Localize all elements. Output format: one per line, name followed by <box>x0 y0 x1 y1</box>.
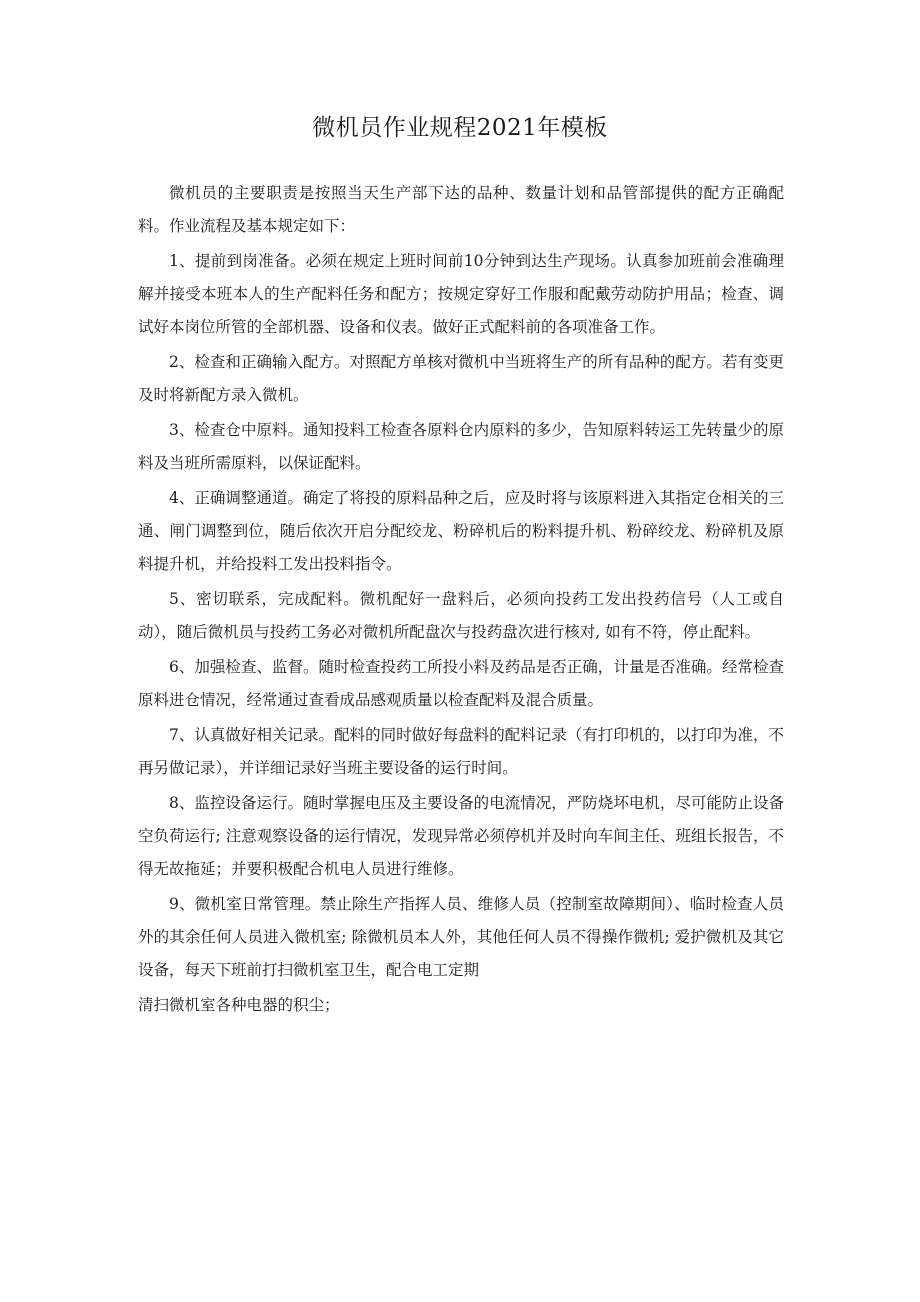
paragraph-9-continued: 清扫微机室各种电器的积尘； <box>138 996 340 1014</box>
document-body <box>138 177 784 1024</box>
paragraph-3: 3、检查仓中原料。通知投料工检查各原料仓内原料的多少，告知原料转运工先转量少的原料及当班所需原料，以保证配料。 <box>138 421 784 472</box>
paragraph-5: 5、密切联系，完成配料。微机配好一盘料后，必须向投药工发出投药信号（人工或自动），随后微机员与投药工务必对微机所配盘次与投药盘次进行核对, 如有不符，停止配料。 <box>138 590 784 641</box>
document-title: 微机员作业规程2021年模板 <box>312 115 608 141</box>
paragraph-8: 8、监控设备运行。随时掌握电压及主要设备的电流情况，严防烧坏电机，尽可能防止设备空负荷运行; 注意观察设备的运行情况，发现异常必须停机并及时向车间主任、班组长报告，不得无故拖延；并要积极配合机电人员进行维修。 <box>138 794 784 878</box>
paragraph-7: 7、认真做好相关记录。配料的同时做好每盘料的配料记录（有打印机的，以打印为准，不再另做记录），并详细记录好当班主要设备的运行时间。 <box>138 726 784 777</box>
paragraph-6: 6、加强检查、监督。随时检查投药工所投小料及药品是否正确，计量是否准确。经常检查原料进仓情况，经常通过查看成品感观质量以检查配料及混合质量。 <box>138 658 784 709</box>
paragraph-4: 4、正确调整通道。确定了将投的原料品种之后，应及时将与该原料进入其指定仓相关的三通、闸门调整到位，随后依次开启分配绞龙、粉碎机后的粉料提升机、粉碎绞龙、粉碎机及原料提升机，并给投料工发出投料指令。 <box>138 489 784 573</box>
paragraph-intro: 微机员的主要职责是按照当天生产部下达的品种、数量计划和品管部提供的配方正确配料。作业流程及基本规定如下： <box>138 184 784 235</box>
paragraph-2: 2、检查和正确输入配方。对照配方单核对微机中当班将生产的所有品种的配方。若有变更及时将新配方录入微机。 <box>138 353 784 404</box>
paragraph-1: 1、提前到岗准备。必须在规定上班时间前10分钟到达生产现场。认真参加班前会准确理解并接受本班本人的生产配料任务和配方；按规定穿好工作服和配戴劳动防护用品；检查、调试好本岗位所管的全部机器、设备和仪表。做好正式配料前的各项准备工作。 <box>138 252 784 336</box>
paragraph-9: 9、微机室日常管理。禁止除生产指挥人员、维修人员（控制室故障期间）、临时检查人员外的其余任何人员进入微机室; 除微机员本人外，其他任何人员不得操作微机; 爱护微机及其它设备，每天下班前打扫微机室卫生，配合电工定期 <box>138 895 784 979</box>
